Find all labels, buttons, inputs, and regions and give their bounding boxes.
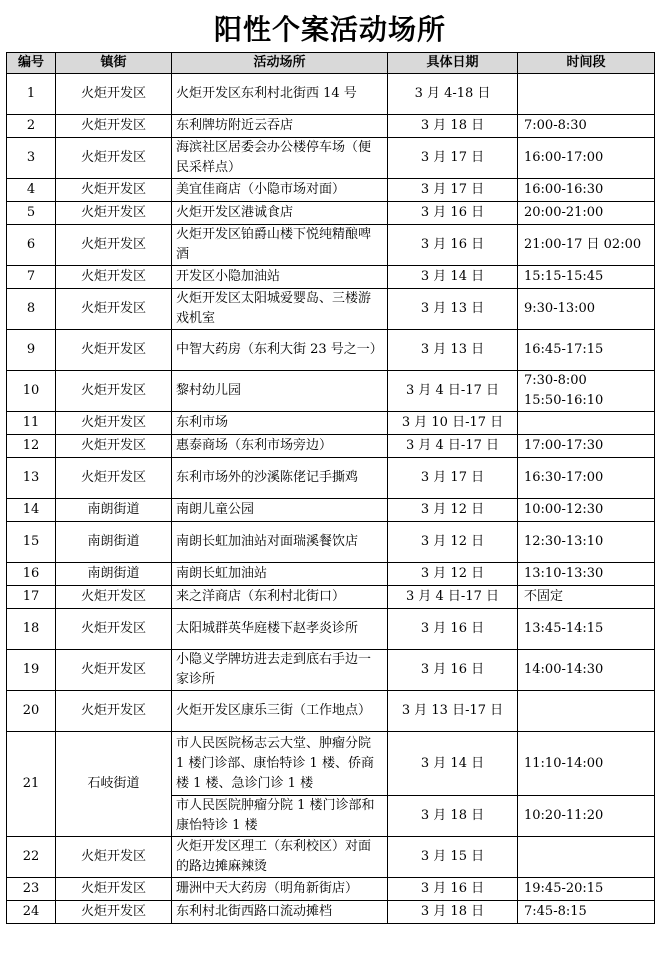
cell-time: 7:45-8:15 <box>518 901 655 924</box>
table-row <box>7 586 655 609</box>
table-row <box>7 732 655 796</box>
table-row <box>7 609 655 650</box>
table-row <box>7 225 655 266</box>
header-num: 编号 <box>7 53 56 74</box>
cell-place: 珊洲中天大药房（明角新街店） <box>172 878 388 901</box>
cell-num: 6 <box>7 225 56 266</box>
cell-town: 火炬开发区 <box>56 458 172 499</box>
cell-time <box>518 837 655 878</box>
table-row <box>7 837 655 878</box>
cell-time <box>518 371 655 412</box>
cell-place: 火炬开发区康乐三街（工作地点） <box>172 691 388 732</box>
cell-num: 14 <box>7 499 56 522</box>
activity-table <box>6 52 655 924</box>
cell-place: 火炬开发区东利村北街西 14 号 <box>172 74 388 115</box>
cell-date: 3 月 10 日-17 日 <box>388 412 518 435</box>
cell-num: 24 <box>7 901 56 924</box>
cell-place: 海滨社区居委会办公楼停车场（便民采样点） <box>172 138 388 179</box>
time-line: 15:50-16:10 <box>524 393 604 408</box>
cell-num: 21 <box>7 732 56 837</box>
cell-num: 20 <box>7 691 56 732</box>
cell-num: 13 <box>7 458 56 499</box>
cell-time: 17:00-17:30 <box>518 435 655 458</box>
cell-num: 16 <box>7 563 56 586</box>
cell-num: 12 <box>7 435 56 458</box>
cell-place: 太阳城群英华庭楼下赵孝炎诊所 <box>172 609 388 650</box>
cell-place: 火炬开发区港诚食店 <box>172 202 388 225</box>
cell-time: 11:10-14:00 <box>518 732 655 796</box>
cell-date: 3 月 12 日 <box>388 499 518 522</box>
cell-time: 16:45-17:15 <box>518 330 655 371</box>
table-row <box>7 115 655 138</box>
cell-time: 12:30-13:10 <box>518 522 655 563</box>
cell-num: 17 <box>7 586 56 609</box>
cell-time: 10:00-12:30 <box>518 499 655 522</box>
cell-num: 15 <box>7 522 56 563</box>
cell-place: 东利牌坊附近云吞店 <box>172 115 388 138</box>
cell-town: 火炬开发区 <box>56 371 172 412</box>
header-date: 具体日期 <box>388 53 518 74</box>
cell-place: 黎村幼儿园 <box>172 371 388 412</box>
cell-time: 7:00-8:30 <box>518 115 655 138</box>
table-row <box>7 901 655 924</box>
table-row <box>7 330 655 371</box>
cell-place: 来之洋商店（东利村北街口） <box>172 586 388 609</box>
cell-town: 火炬开发区 <box>56 202 172 225</box>
cell-date: 3 月 18 日 <box>388 901 518 924</box>
cell-time: 20:00-21:00 <box>518 202 655 225</box>
table-row <box>7 289 655 330</box>
cell-place: 市人民医院杨志云大堂、肿瘤分院 1 楼门诊部、康怡特诊 1 楼、侨商楼 1 楼、急诊门诊 1 楼 <box>172 732 388 796</box>
cell-town: 火炬开发区 <box>56 289 172 330</box>
cell-time <box>518 74 655 115</box>
cell-date: 3 月 4-18 日 <box>388 74 518 115</box>
cell-town: 火炬开发区 <box>56 586 172 609</box>
cell-time: 13:10-13:30 <box>518 563 655 586</box>
cell-place: 东利市场 <box>172 412 388 435</box>
cell-town: 火炬开发区 <box>56 837 172 878</box>
cell-town: 火炬开发区 <box>56 609 172 650</box>
cell-time: 15:15-15:45 <box>518 266 655 289</box>
cell-num: 10 <box>7 371 56 412</box>
table-row <box>7 878 655 901</box>
cell-time: 16:30-17:00 <box>518 458 655 499</box>
cell-date: 3 月 4 日-17 日 <box>388 435 518 458</box>
table-row <box>7 522 655 563</box>
cell-time: 14:00-14:30 <box>518 650 655 691</box>
cell-time: 21:00-17 日 02:00 <box>518 225 655 266</box>
cell-place: 东利市场外的沙溪陈佬记手撕鸡 <box>172 458 388 499</box>
cell-place: 美宜佳商店（小隐市场对面） <box>172 179 388 202</box>
cell-place: 开发区小隐加油站 <box>172 266 388 289</box>
header-row <box>7 53 655 74</box>
cell-town: 南朗街道 <box>56 563 172 586</box>
cell-town: 火炬开发区 <box>56 225 172 266</box>
cell-num: 1 <box>7 74 56 115</box>
cell-town: 火炬开发区 <box>56 691 172 732</box>
cell-date: 3 月 14 日 <box>388 732 518 796</box>
table-row <box>7 412 655 435</box>
cell-town: 火炬开发区 <box>56 115 172 138</box>
cell-date: 3 月 16 日 <box>388 202 518 225</box>
cell-num: 23 <box>7 878 56 901</box>
cell-place: 东利村北街西路口流动摊档 <box>172 901 388 924</box>
cell-town: 火炬开发区 <box>56 179 172 202</box>
cell-time <box>518 691 655 732</box>
header-time: 时间段 <box>518 53 655 74</box>
cell-town: 火炬开发区 <box>56 330 172 371</box>
cell-num: 19 <box>7 650 56 691</box>
cell-town: 火炬开发区 <box>56 901 172 924</box>
cell-town: 南朗街道 <box>56 522 172 563</box>
cell-date: 3 月 18 日 <box>388 796 518 837</box>
header-town: 镇街 <box>56 53 172 74</box>
table-row <box>7 691 655 732</box>
cell-place: 火炬开发区理工（东利校区）对面的路边摊麻辣烫 <box>172 837 388 878</box>
cell-time <box>518 412 655 435</box>
cell-time: 19:45-20:15 <box>518 878 655 901</box>
table-row <box>7 74 655 115</box>
cell-time: 16:00-17:00 <box>518 138 655 179</box>
cell-place: 市人民医院肿瘤分院 1 楼门诊部和康怡特诊 1 楼 <box>172 796 388 837</box>
table-row <box>7 563 655 586</box>
cell-num: 2 <box>7 115 56 138</box>
cell-time: 13:45-14:15 <box>518 609 655 650</box>
cell-town: 石岐街道 <box>56 732 172 837</box>
cell-town: 火炬开发区 <box>56 650 172 691</box>
table-row <box>7 202 655 225</box>
cell-place: 中智大药房（东利大街 23 号之一） <box>172 330 388 371</box>
cell-date: 3 月 13 日-17 日 <box>388 691 518 732</box>
cell-place: 惠泰商场（东利市场旁边） <box>172 435 388 458</box>
cell-date: 3 月 13 日 <box>388 289 518 330</box>
cell-num: 4 <box>7 179 56 202</box>
table-row <box>7 458 655 499</box>
cell-place: 南朗长虹加油站对面瑞溪餐饮店 <box>172 522 388 563</box>
cell-town: 火炬开发区 <box>56 266 172 289</box>
cell-num: 9 <box>7 330 56 371</box>
cell-date: 3 月 14 日 <box>388 266 518 289</box>
cell-place: 火炬开发区铂爵山楼下悦纯精酿啤酒 <box>172 225 388 266</box>
cell-date: 3 月 16 日 <box>388 878 518 901</box>
cell-date: 3 月 17 日 <box>388 458 518 499</box>
table-row <box>7 266 655 289</box>
cell-date: 3 月 4 日-17 日 <box>388 371 518 412</box>
cell-date: 3 月 12 日 <box>388 563 518 586</box>
cell-num: 3 <box>7 138 56 179</box>
cell-date: 3 月 16 日 <box>388 650 518 691</box>
table-row <box>7 179 655 202</box>
cell-date: 3 月 4 日-17 日 <box>388 586 518 609</box>
table-row <box>7 435 655 458</box>
cell-place: 南朗儿童公园 <box>172 499 388 522</box>
page-title: 阳性个案活动场所 <box>213 13 446 46</box>
cell-town: 火炬开发区 <box>56 435 172 458</box>
cell-time: 10:20-11:20 <box>518 796 655 837</box>
cell-num: 18 <box>7 609 56 650</box>
cell-town: 火炬开发区 <box>56 878 172 901</box>
cell-time: 不固定 <box>518 586 655 609</box>
cell-num: 5 <box>7 202 56 225</box>
cell-date: 3 月 16 日 <box>388 609 518 650</box>
cell-num: 7 <box>7 266 56 289</box>
cell-num: 11 <box>7 412 56 435</box>
cell-date: 3 月 13 日 <box>388 330 518 371</box>
cell-date: 3 月 15 日 <box>388 837 518 878</box>
cell-place: 南朗长虹加油站 <box>172 563 388 586</box>
table-row <box>7 138 655 179</box>
cell-date: 3 月 12 日 <box>388 522 518 563</box>
cell-time: 16:00-16:30 <box>518 179 655 202</box>
cell-date: 3 月 16 日 <box>388 225 518 266</box>
table-row <box>7 371 655 412</box>
cell-town: 南朗街道 <box>56 499 172 522</box>
time-line: 7:30-8:00 <box>524 373 587 388</box>
cell-place: 火炬开发区太阳城爱婴岛、三楼游戏机室 <box>172 289 388 330</box>
cell-town: 火炬开发区 <box>56 412 172 435</box>
cell-time: 9:30-13:00 <box>518 289 655 330</box>
cell-place: 小隐义学牌坊进去走到底右手边一家诊所 <box>172 650 388 691</box>
table-row <box>7 499 655 522</box>
cell-num: 22 <box>7 837 56 878</box>
cell-num: 8 <box>7 289 56 330</box>
cell-date: 3 月 18 日 <box>388 115 518 138</box>
cell-town: 火炬开发区 <box>56 74 172 115</box>
cell-date: 3 月 17 日 <box>388 179 518 202</box>
header-place: 活动场所 <box>172 53 388 74</box>
cell-date: 3 月 17 日 <box>388 138 518 179</box>
cell-town: 火炬开发区 <box>56 138 172 179</box>
table-row <box>7 650 655 691</box>
